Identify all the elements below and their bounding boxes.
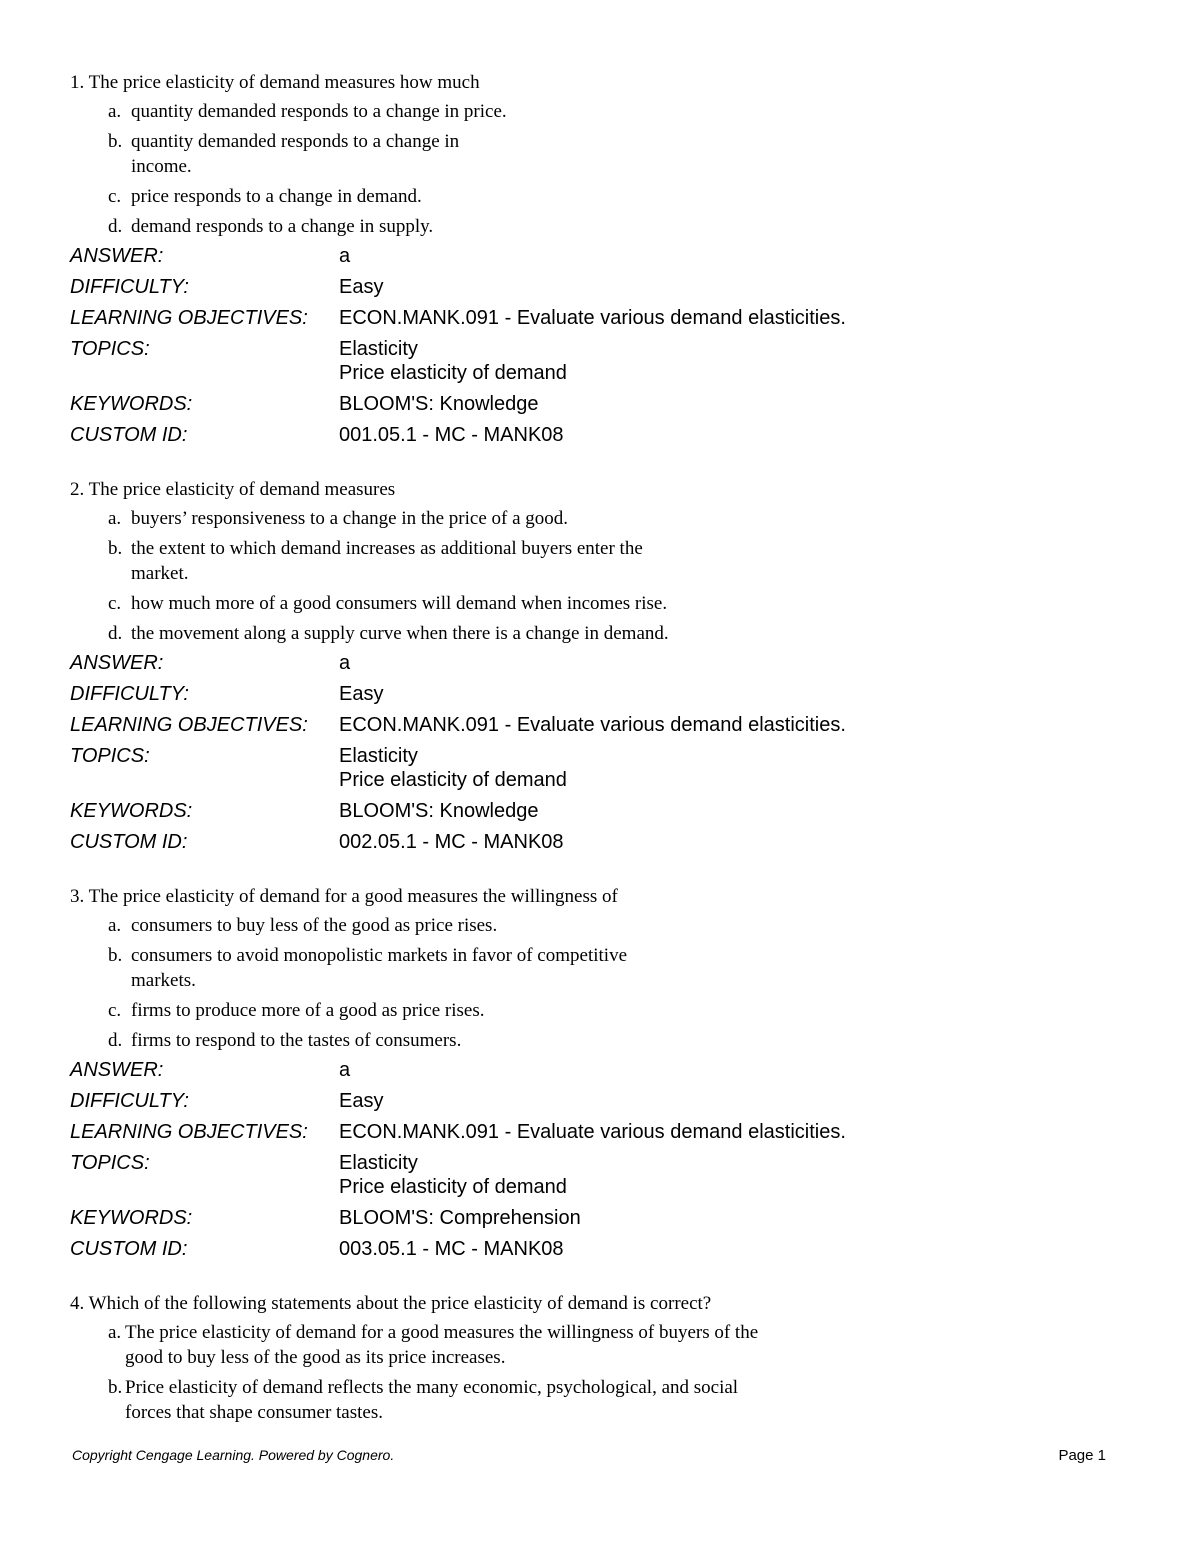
keywords-label: KEYWORDS:	[70, 1207, 193, 1229]
option-letter: d.	[108, 216, 123, 237]
option-letter: a.	[108, 1322, 122, 1343]
option-letter: a.	[108, 101, 122, 122]
option-letter: a.	[108, 508, 122, 529]
option-d	[108, 214, 1130, 239]
learning-objectives-label: LEARNING OBJECTIVES:	[70, 714, 308, 736]
keywords-row	[70, 392, 1130, 416]
option-list	[70, 913, 1130, 1053]
question-1	[70, 70, 1130, 454]
option-letter: b.	[108, 538, 123, 559]
question-metadata	[70, 651, 1130, 854]
question-metadata	[70, 244, 1130, 447]
option-letter: c.	[108, 593, 122, 614]
question-stem: 4. Which of the following statements about the price elasticity of demand is correct?	[70, 1293, 712, 1314]
topics-row	[70, 744, 1130, 792]
question-4	[70, 1291, 1130, 1430]
answer-label: ANSWER:	[70, 245, 164, 267]
answer-value: a	[339, 1059, 351, 1081]
topics-value: Elasticity Price elasticity of demand	[339, 1152, 567, 1198]
learning-objectives-value: ECON.MANK.091 - Evaluate various demand elasticities.	[339, 1121, 846, 1143]
custom-id-value: 002.05.1 - MC - MANK08	[339, 831, 564, 853]
answer-row	[70, 1058, 1130, 1082]
option-letter: b.	[108, 945, 123, 966]
topics-label: TOPICS:	[70, 1152, 150, 1174]
question-stem: 2. The price elasticity of demand measures	[70, 479, 396, 500]
option-letter: c.	[108, 186, 122, 207]
option-text: quantity demanded responds to a change in income.	[131, 131, 460, 177]
custom-id-row	[70, 1237, 1130, 1261]
option-list	[70, 506, 1130, 646]
option-d	[108, 621, 1130, 646]
keywords-label: KEYWORDS:	[70, 393, 193, 415]
option-c	[108, 184, 1130, 209]
topics-value: Elasticity Price elasticity of demand	[339, 745, 567, 791]
option-c	[108, 591, 1130, 616]
answer-row	[70, 651, 1130, 675]
learning-objectives-row	[70, 713, 1130, 737]
learning-objectives-label: LEARNING OBJECTIVES:	[70, 307, 308, 329]
keywords-row	[70, 799, 1130, 823]
topics-value: Elasticity Price elasticity of demand	[339, 338, 567, 384]
custom-id-value: 003.05.1 - MC - MANK08	[339, 1238, 564, 1260]
custom-id-label: CUSTOM ID:	[70, 831, 188, 853]
option-text: the movement along a supply curve when there is a change in demand.	[131, 623, 669, 644]
option-text: consumers to avoid monopolistic markets in favor of competitive markets.	[131, 945, 628, 991]
difficulty-row	[70, 682, 1130, 706]
option-text: price responds to a change in demand.	[131, 186, 422, 207]
keywords-label: KEYWORDS:	[70, 800, 193, 822]
learning-objectives-label: LEARNING OBJECTIVES:	[70, 1121, 308, 1143]
topics-label: TOPICS:	[70, 338, 150, 360]
difficulty-label: DIFFICULTY:	[70, 1090, 189, 1112]
option-b	[108, 1375, 1130, 1425]
option-a	[108, 1320, 1130, 1370]
answer-value: a	[339, 245, 351, 267]
custom-id-label: CUSTOM ID:	[70, 424, 188, 446]
option-letter: c.	[108, 1000, 122, 1021]
learning-objectives-row	[70, 306, 1130, 330]
option-b	[108, 129, 1130, 179]
question-stem: 3. The price elasticity of demand for a good measures the willingness of	[70, 886, 618, 907]
topics-label: TOPICS:	[70, 745, 150, 767]
keywords-value: BLOOM'S: Comprehension	[339, 1207, 581, 1229]
custom-id-label: CUSTOM ID:	[70, 1238, 188, 1260]
option-text: firms to respond to the tastes of consumers.	[131, 1030, 462, 1051]
question-2	[70, 477, 1130, 861]
learning-objectives-value: ECON.MANK.091 - Evaluate various demand elasticities.	[339, 307, 846, 329]
custom-id-value: 001.05.1 - MC - MANK08	[339, 424, 564, 446]
answer-value: a	[339, 652, 351, 674]
option-letter: d.	[108, 1030, 123, 1051]
option-text: firms to produce more of a good as price rises.	[131, 1000, 485, 1021]
difficulty-value: Easy	[339, 1090, 384, 1112]
learning-objectives-value: ECON.MANK.091 - Evaluate various demand elasticities.	[339, 714, 846, 736]
question-3	[70, 884, 1130, 1268]
option-text: the extent to which demand increases as additional buyers enter the market.	[131, 538, 643, 584]
learning-objectives-row	[70, 1120, 1130, 1144]
topics-row	[70, 337, 1130, 385]
difficulty-row	[70, 275, 1130, 299]
option-letter: d.	[108, 623, 123, 644]
option-text: quantity demanded responds to a change in price.	[131, 101, 507, 122]
question-stem: 1. The price elasticity of demand measures how much	[70, 72, 480, 93]
option-b	[108, 943, 1130, 993]
topics-row	[70, 1151, 1130, 1199]
question-metadata	[70, 1058, 1130, 1261]
option-list	[70, 1320, 1130, 1425]
keywords-value: BLOOM'S: Knowledge	[339, 393, 539, 415]
option-b	[108, 536, 1130, 586]
option-letter: a.	[108, 915, 122, 936]
answer-label: ANSWER:	[70, 1059, 164, 1081]
option-list	[70, 99, 1130, 239]
answer-label: ANSWER:	[70, 652, 164, 674]
copyright-footer: Copyright Cengage Learning. Powered by Cognero.	[72, 1447, 395, 1463]
option-text: buyers’ responsiveness to a change in the price of a good.	[131, 508, 569, 529]
keywords-row	[70, 1206, 1130, 1230]
answer-row	[70, 244, 1130, 268]
option-c	[108, 998, 1130, 1023]
custom-id-row	[70, 830, 1130, 854]
keywords-value: BLOOM'S: Knowledge	[339, 800, 539, 822]
difficulty-label: DIFFICULTY:	[70, 683, 189, 705]
option-text: Price elasticity of demand reflects the many economic, psychological, and social forces that shape consumer tastes.	[125, 1377, 739, 1423]
difficulty-label: DIFFICULTY:	[70, 276, 189, 298]
difficulty-value: Easy	[339, 683, 384, 705]
custom-id-row	[70, 423, 1130, 447]
option-letter: b.	[108, 1377, 123, 1398]
option-a	[108, 506, 1130, 531]
option-text: The price elasticity of demand for a good measures the willingness of buyers of the good to buy less of the good as its price increases.	[125, 1322, 759, 1368]
page-number: Page 1	[1058, 1447, 1106, 1464]
option-d	[108, 1028, 1130, 1053]
difficulty-row	[70, 1089, 1130, 1113]
option-a	[108, 913, 1130, 938]
option-text: demand responds to a change in supply.	[131, 216, 434, 237]
option-text: how much more of a good consumers will demand when incomes rise.	[131, 593, 668, 614]
difficulty-value: Easy	[339, 276, 384, 298]
option-text: consumers to buy less of the good as price rises.	[131, 915, 498, 936]
option-a	[108, 99, 1130, 124]
option-letter: b.	[108, 131, 123, 152]
